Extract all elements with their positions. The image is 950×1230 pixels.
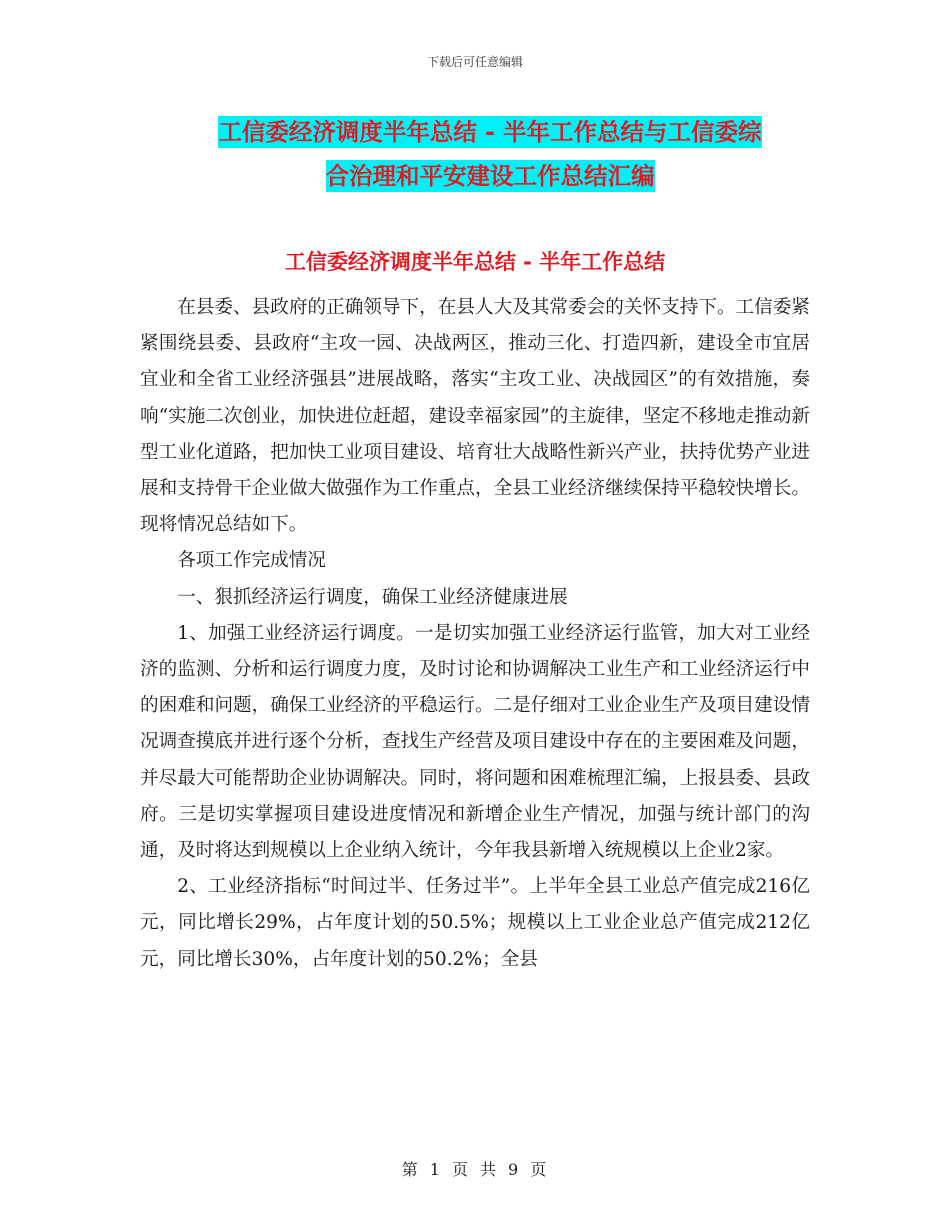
document-title-line-2: 合治理和平安建设工作总结汇编	[325, 162, 655, 190]
document-title	[140, 110, 840, 198]
paragraph-item-1: 1、加强工业经济运行调度。一是切实加强工业经济运行监管，加大对工业经济的监测、分析和运行调度力度，及时讨论和协调解决工业生产和工业经济运行中的困难和问题，确保工业经济的平稳运行。二是仔细对工业企业生产及项目建设情况调查摸底并进行逐个分析，查找生产经营及项目建设中存在的主要困难及问题，并尽最大可能帮助企业协调解决。同时，将问题和困难梳理汇编，上报县委、县政府。三是切实掌握项目建设进度情况和新增企业生产情况，加强与统计部门的沟通，及时将达到规模以上企业纳入统计，今年我县新增入统规模以上企业2家。	[140, 622, 810, 862]
paragraph-item-2: 2、工业经济指标“时间过半、任务过半”。上半年全县工业总产值完成216亿元，同比增长29%，占年度计划的50.5%；规模以上工业企业总产值完成212亿元，同比增长30%，占年度计划的50.2%；全县	[140, 876, 810, 970]
page-footer	[0, 1157, 950, 1180]
footer-total-unit: 页	[530, 1160, 549, 1179]
footer-page-label: 第	[401, 1160, 420, 1179]
footer-page-total: 9	[508, 1160, 521, 1179]
header-note: 下载后可任意编辑	[426, 55, 523, 69]
footer-total-label: 共	[480, 1160, 499, 1179]
paragraph-intro: 在县委、县政府的正确领导下，在县人大及其常委会的关怀支持下。工信委紧紧围绕县委、县政府“主攻一园、决战两区，推动三化、打造四新，建设全市宜居宜业和全省工业经济强县”进展战略，落实“主攻工业、决战园区”的有效措施，奏响“实施二次创业，加快进位赶超，建设幸福家园”的主旋律，坚定不移地走推动新型工业化道路，把加快工业项目建设、培育壮大战略性新兴产业，扶持优势产业进展和支持骨干企业做大做强作为工作重点，全县工业经济继续保持平稳较快增长。现将情况总结如下。	[140, 297, 810, 536]
paragraph-heading-section-1: 一、狠抓经济运行调度，确保工业经济健康进展	[177, 586, 568, 608]
section-title: 工信委经济调度半年总结 - 半年工作总结	[284, 250, 666, 274]
body-text	[140, 290, 810, 978]
paragraph-heading-summary: 各项工作完成情况	[177, 550, 326, 572]
footer-page-current: 1	[429, 1160, 442, 1179]
document-title-line-1: 工信委经济调度半年总结 - 半年工作总结与工信委综	[218, 118, 762, 146]
footer-page-unit: 页	[451, 1160, 470, 1179]
